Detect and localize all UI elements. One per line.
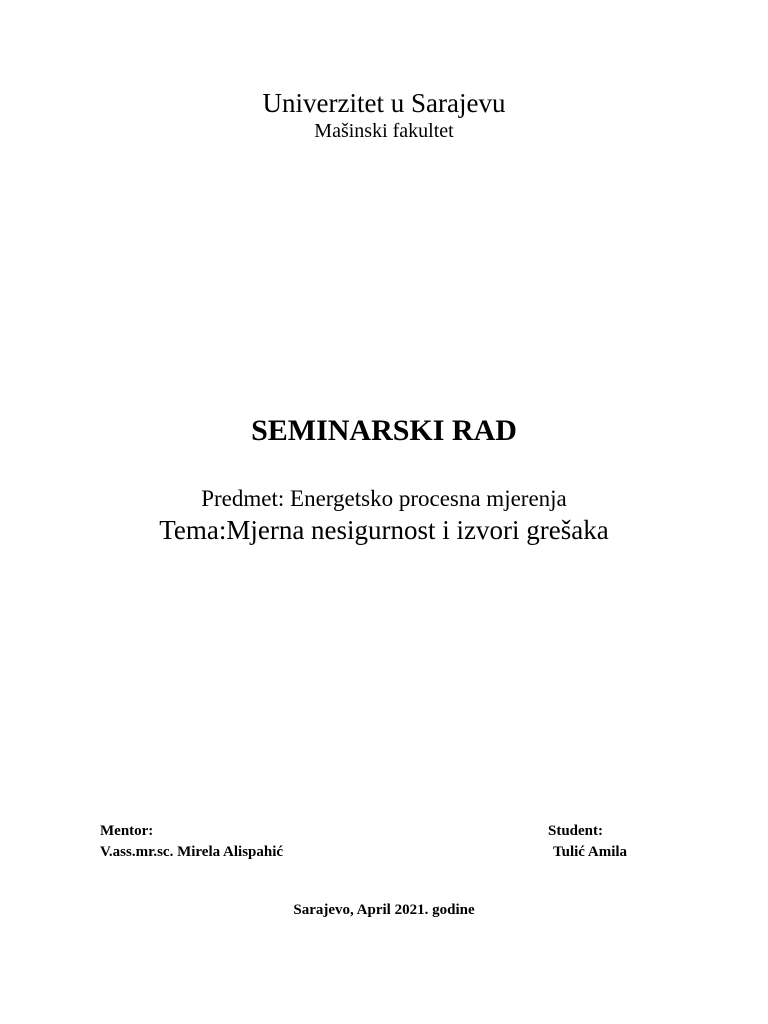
student-name: Tulić Amila	[553, 844, 628, 860]
place-date: Sarajevo, April 2021. godine	[293, 902, 475, 918]
faculty-name: Mašinski fakultet	[314, 120, 454, 142]
student-label: Student:	[548, 823, 604, 839]
subject-line: Predmet: Energetsko procesna mjerenja	[201, 486, 567, 511]
university-name: Univerzitet u Sarajevu	[262, 88, 506, 118]
document-title: SEMINARSKI RAD	[251, 414, 517, 447]
topic-line: Tema:Mjerna nesigurnost i izvori grešaka	[159, 515, 609, 545]
mentor-label: Mentor:	[100, 823, 154, 839]
mentor-name: V.ass.mr.sc. Mirela Alispahić	[100, 844, 284, 860]
